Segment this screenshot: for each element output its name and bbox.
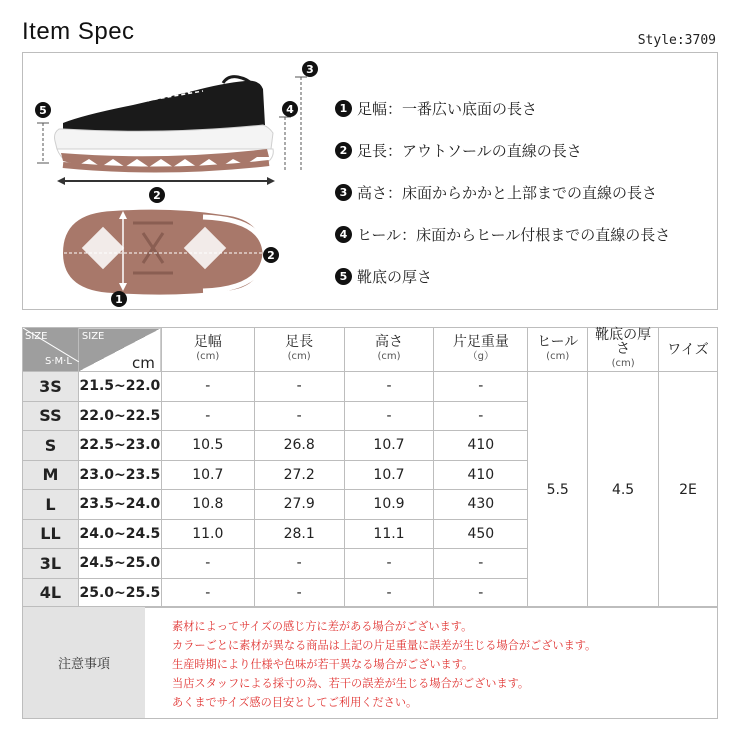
table-row [23,372,718,402]
marker-1: 1 [115,293,123,306]
legend-item [335,171,715,213]
legend-number: 1 [335,100,352,117]
cell-height: - [344,372,434,402]
cell-length: - [254,578,344,608]
cell-weight: - [434,401,528,431]
cell-width: 11.0 [161,519,254,549]
col-header-sole: 靴底の厚さ (cm) [588,328,659,372]
size-range: 23.0~23.5 [78,460,161,490]
col-header-height: 高さ (cm) [344,328,434,372]
cm-top-label: SIZE [81,331,105,342]
cell-width: 10.7 [161,460,254,490]
shoe-diagram [23,53,333,311]
size-range: 23.5~24.0 [78,490,161,520]
cell-height: 11.1 [344,519,434,549]
cell-height: 10.7 [344,431,434,461]
cm-bottom-label: cm [132,354,155,372]
cell-length: 26.8 [254,431,344,461]
cell-length: - [254,372,344,402]
cell-width: 10.5 [161,431,254,461]
cell-width: - [161,372,254,402]
legend-number: 4 [335,226,352,243]
col-header-weight: 片足重量 （g） [434,328,528,372]
cell-weight: 450 [434,519,528,549]
cell-height: - [344,578,434,608]
style-code: Style:3709 [637,33,716,48]
cell-weight: - [434,372,528,402]
legend-item [335,129,715,171]
page-title: Item Spec [22,18,135,45]
cell-length: 27.2 [254,460,344,490]
cell-wise: 2E [659,372,718,608]
legend-number: 3 [335,184,352,201]
size-range: 21.5~22.0 [78,372,161,402]
cell-height: 10.7 [344,460,434,490]
cell-length: 27.9 [254,490,344,520]
corner-bottom-label: S·M·L [45,356,72,367]
cell-weight: 410 [434,460,528,490]
cell-weight: - [434,578,528,608]
notes-label: 注意事項 [23,607,145,718]
spec-diagram-box [22,52,718,310]
note-line: 当店スタッフによる採寸の為、若干の誤差が生じる場合がございます。 [172,677,530,690]
table-header-row [23,328,718,372]
cell-width: - [161,401,254,431]
legend-text: 足長：アウトソールの直線の長さ [357,141,582,160]
size-range: 24.5~25.0 [78,549,161,579]
cell-heel: 5.5 [528,372,588,608]
cell-weight: 430 [434,490,528,520]
cell-length: - [254,401,344,431]
cell-weight: 410 [434,431,528,461]
cell-weight: - [434,549,528,579]
shoe-side-view [55,77,274,171]
marker-3: 3 [306,63,314,76]
size-label: SS [23,401,79,431]
size-range: 25.0~25.5 [78,578,161,608]
cell-width: - [161,578,254,608]
legend-item [335,87,715,129]
cell-height: 10.9 [344,490,434,520]
note-line: 素材によってサイズの感じ方に差がある場合がございます。 [172,620,473,633]
note-line: 生産時期により仕様や色味が若干異なる場合がございます。 [172,658,474,671]
size-range: 24.0~24.5 [78,519,161,549]
legend-number: 5 [335,268,352,285]
size-label: 3S [23,372,79,402]
cell-width: - [161,549,254,579]
size-range: 22.0~22.5 [78,401,161,431]
note-line: あくまでサイズ感の目安としてご利用ください。 [172,696,418,709]
corner-header [23,328,79,372]
legend-text: 足幅：一番広い底面の長さ [357,99,538,118]
size-label: 3L [23,549,79,579]
note-line: カラーごとに素材が異なる商品は上記の片足重量に誤差が生じる場合がございます。 [172,639,597,652]
size-table [22,327,718,608]
measurement-legend [335,87,715,297]
cm-header [78,328,161,372]
legend-item [335,213,715,255]
cell-width: 10.8 [161,490,254,520]
col-header-length: 足長 (cm) [254,328,344,372]
notes-box [22,606,718,719]
cell-height: - [344,401,434,431]
cell-sole: 4.5 [588,372,659,608]
col-header-wise: ワイズ [659,328,718,372]
cell-height: - [344,549,434,579]
size-label: LL [23,519,79,549]
notes-body [145,607,717,718]
legend-number: 2 [335,142,352,159]
marker-5: 5 [39,104,47,117]
marker-2-sole: 2 [267,249,275,262]
legend-text: 高さ：床面からかかと上部までの直線の長さ [357,183,658,202]
col-header-heel: ヒール (cm) [528,328,588,372]
size-label: L [23,490,79,520]
sole-bottom-view [63,210,265,295]
legend-text: 靴底の厚さ [357,267,433,286]
legend-item [335,255,715,297]
legend-text: ヒール：床面からヒール付根までの直線の長さ [357,225,671,244]
size-label: 4L [23,578,79,608]
col-header-width: 足幅 (cm) [161,328,254,372]
cell-length: 28.1 [254,519,344,549]
cell-length: - [254,549,344,579]
size-range: 22.5~23.0 [78,431,161,461]
corner-top-label: SIZE [25,331,48,342]
size-label: S [23,431,79,461]
size-label: M [23,460,79,490]
marker-2-side: 2 [153,189,161,202]
marker-4: 4 [286,103,294,116]
